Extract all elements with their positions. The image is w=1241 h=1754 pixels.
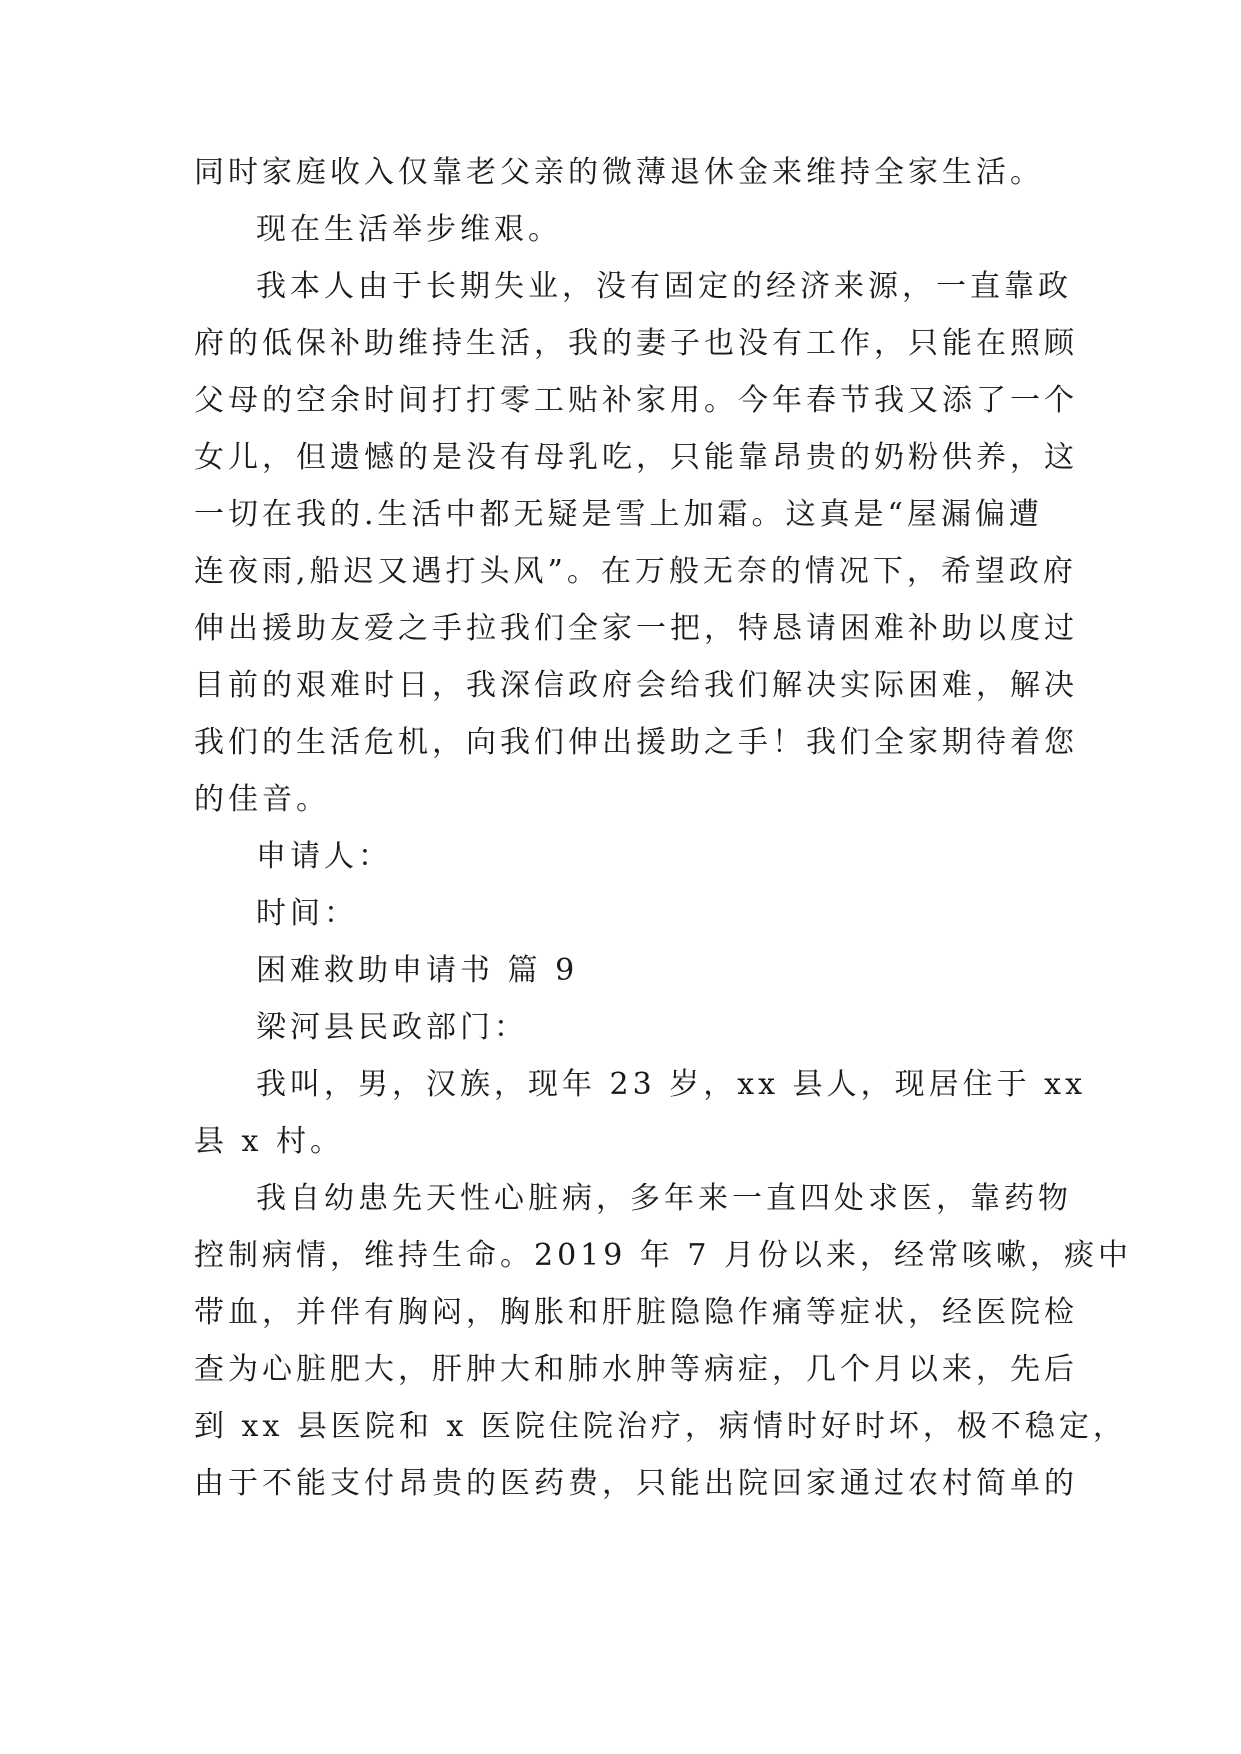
paragraph-line: 一切在我的.生活中都无疑是雪上加霜。这真是“屋漏偏遭 — [194, 497, 1043, 532]
paragraph-line: 县 x 村。 — [194, 1124, 344, 1159]
paragraph-line: 目前的艰难时日，我深信政府会给我们解决实际困难，解决 — [194, 668, 1078, 703]
date-label: 时间： — [256, 896, 358, 931]
paragraph-line: 我们的生活危机，向我们伸出援助之手！我们全家期待着您 — [194, 725, 1078, 760]
paragraph-line: 由于不能支付昂贵的医药费，只能出院回家通过农村简单的 — [194, 1466, 1078, 1501]
paragraph-line: 带血，并伴有胸闷，胸胀和肝脏隐隐作痛等症状，经医院检 — [194, 1295, 1078, 1330]
paragraph-line: 我本人由于长期失业，没有固定的经济来源，一直靠政 — [256, 269, 1072, 304]
paragraph-line: 同时家庭收入仅靠老父亲的微薄退休金来维持全家生活。 — [194, 155, 1044, 190]
paragraph-line: 父母的空余时间打打零工贴补家用。今年春节我又添了一个 — [194, 383, 1078, 418]
paragraph-line: 的佳音。 — [194, 782, 330, 817]
paragraph-line: 府的低保补助维持生活，我的妻子也没有工作，只能在照顾 — [194, 326, 1078, 361]
addressee: 梁河县民政部门： — [256, 1010, 528, 1045]
paragraph-line: 控制病情，维持生命。2019 年 7 月份以来，经常咳嗽，痰中 — [194, 1238, 1133, 1273]
applicant-label: 申请人： — [256, 839, 392, 874]
paragraph-line: 查为心脏肥大，肝肿大和肺水肿等病症，几个月以来，先后 — [194, 1352, 1078, 1387]
paragraph-line: 连夜雨,船迟又遇打头风”。在万般无奈的情况下，希望政府 — [194, 554, 1077, 589]
paragraph-line: 伸出援助友爱之手拉我们全家一把，特恳请困难补助以度过 — [194, 611, 1078, 646]
paragraph-line: 女儿，但遗憾的是没有母乳吃，只能靠昂贵的奶粉供养，这 — [194, 440, 1078, 475]
section-title: 困难救助申请书 篇 9 — [256, 953, 579, 988]
paragraph-line: 我叫，男，汉族，现年 23 岁，xx 县人，现居住于 xx — [256, 1067, 1086, 1102]
paragraph-line: 到 xx 县医院和 x 医院住院治疗，病情时好时坏，极不稳定， — [194, 1409, 1127, 1444]
paragraph-line: 我自幼患先天性心脏病，多年来一直四处求医，靠药物 — [256, 1181, 1072, 1216]
paragraph-line: 现在生活举步维艰。 — [256, 212, 562, 247]
